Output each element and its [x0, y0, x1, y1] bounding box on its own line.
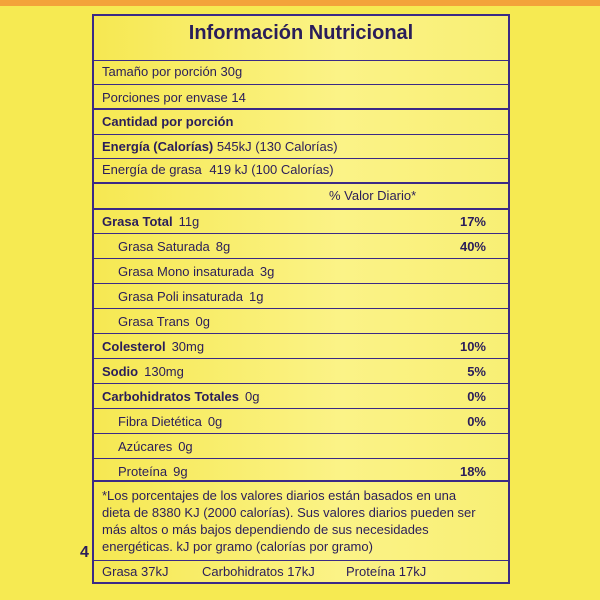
nutrient-row — [102, 364, 184, 379]
divider — [94, 358, 508, 359]
nutrient-row — [118, 464, 188, 479]
divider — [94, 283, 508, 284]
nutrient-label: Grasa Total — [102, 214, 173, 229]
energy-fat-row — [102, 162, 334, 177]
nutrient-amount: 11g — [178, 214, 200, 229]
nutrient-amount: 0g — [178, 439, 193, 454]
divider — [94, 108, 508, 110]
divider — [94, 560, 508, 561]
amount-per-serving: Cantidad por porción — [102, 114, 234, 129]
nutrient-label: Azúcares — [118, 439, 173, 454]
divider — [94, 233, 508, 234]
nutrient-row — [118, 264, 274, 279]
nutrient-row — [102, 214, 199, 229]
divider — [94, 383, 508, 384]
dv-header: % Valor Diario* — [329, 188, 417, 203]
divider — [94, 134, 508, 135]
nutrient-label: Proteína — [118, 464, 168, 479]
nutrient-label: Grasa Trans — [118, 314, 190, 329]
nutrient-dv: 40% — [459, 239, 486, 254]
divider — [94, 60, 508, 61]
divider — [94, 208, 508, 210]
nutrient-label: Colesterol — [102, 339, 166, 354]
nutrient-amount: 1g — [249, 289, 264, 304]
nutrient-dv: 0% — [467, 389, 486, 404]
nutrient-dv: 10% — [459, 339, 486, 354]
nutrient-dv: 17% — [459, 214, 486, 229]
energy-label: Energía (Calorías) — [102, 139, 214, 154]
nutrient-amount: 30mg — [171, 339, 205, 354]
divider — [94, 258, 508, 259]
per-gram-protein: Proteína 17kJ — [346, 564, 427, 579]
divider — [94, 182, 508, 184]
nutrient-row — [118, 314, 210, 329]
per-gram-carbs: Carbohidratos 17kJ — [202, 564, 315, 579]
nutrient-dv: 0% — [467, 414, 486, 429]
nutrient-label: Grasa Saturada — [118, 239, 210, 254]
nutrient-amount: 130mg — [144, 364, 184, 379]
footnote-line: *Los porcentajes de los valores diarios están basados en una — [102, 488, 457, 503]
nutrient-amount: 0g — [195, 314, 210, 329]
divider — [94, 333, 508, 334]
energy-fat-label: Energía de grasa — [102, 162, 202, 177]
nutrient-row — [118, 414, 222, 429]
page-number: 4 — [80, 544, 89, 561]
per-gram-fat: Grasa 37kJ — [102, 564, 169, 579]
nutrient-label: Fibra Dietética — [118, 414, 202, 429]
nutrient-row — [118, 239, 230, 254]
divider — [94, 158, 508, 159]
divider — [94, 480, 508, 482]
serving-size: Tamaño por porción 30g — [102, 64, 243, 79]
nutrient-amount: 3g — [259, 264, 275, 279]
footnote-line: energéticas. kJ por gramo (calorías por gramo) — [102, 539, 373, 554]
nutrient-label: Carbohidratos Totales — [102, 389, 240, 404]
nutrient-row — [118, 439, 193, 454]
panel-title: Información Nutricional — [188, 22, 414, 44]
footnote-line: dieta de 8380 KJ (2000 calorías). Sus valores diarios pueden ser — [102, 505, 476, 520]
energy-value: 545kJ (130 Calorías) — [216, 139, 338, 154]
servings-per-container: Porciones por envase 14 — [102, 90, 246, 105]
title-row — [94, 16, 508, 59]
nutrient-label: Sodio — [102, 364, 139, 379]
nutrient-dv: 18% — [459, 464, 486, 479]
nutrient-row — [102, 339, 204, 354]
nutrient-amount: 9g — [173, 464, 188, 479]
nutrient-row — [118, 289, 263, 304]
nutrient-amount: 0g — [207, 414, 223, 429]
top-strip — [0, 0, 600, 6]
divider — [94, 433, 508, 434]
nutrient-amount: 0g — [245, 389, 260, 404]
nutrient-label: Grasa Mono insaturada — [118, 264, 254, 279]
divider — [94, 408, 508, 409]
divider — [94, 308, 508, 309]
nutrient-label: Grasa Poli insaturada — [118, 289, 244, 304]
nutrient-amount: 8g — [215, 239, 231, 254]
energy-fat-value: 419 kJ (100 Calorías) — [209, 162, 334, 177]
nutrition-facts-panel — [92, 14, 510, 584]
divider — [94, 84, 508, 85]
footnote — [102, 487, 502, 555]
footnote-line: más altos o más bajos dependiendo de sus necesidades — [102, 522, 429, 537]
energy-row — [102, 139, 338, 154]
divider — [94, 458, 508, 459]
nutrient-row — [102, 389, 259, 404]
nutrient-dv: 5% — [467, 364, 486, 379]
